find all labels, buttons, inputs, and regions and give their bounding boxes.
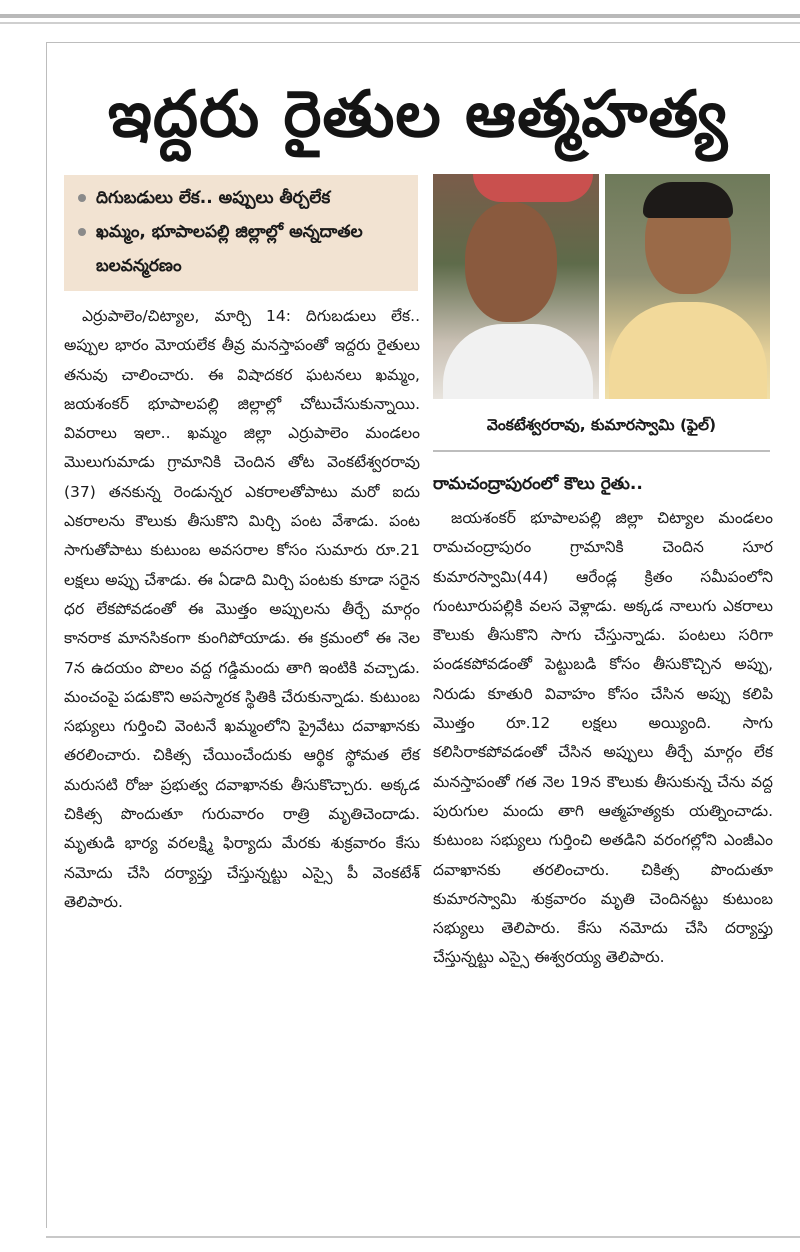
caption-divider bbox=[433, 450, 770, 452]
shirt-2 bbox=[609, 302, 767, 399]
story-subhead: రామచంద్రాపురంలో కౌలు రైతు.. bbox=[433, 474, 643, 494]
story-right-column: జయశంకర్ భూపాలపల్లి జిల్లా చిట్యాల మండలం రామచంద్రాపురం గ్రామానికి చెందిన సూర కుమారస్వామి(44) ఆరేండ్ల క్రితం సమీపంలోని గుంటూరుపల్లికి వలస వెళ్లాడు. అక్కడ నాలుగు ఎకరాలు కౌలుకు తీసుకొని సాగు చేస్తున్నాడు. పంటలు సరిగా పండకపోవడంతో పెట్టుబడి కోసం తీసుకొచ్చిన అప్పు, నిరుడు కూతురి వివాహం కోసం చేసిన అప్పు కలిపి మొత్తం రూ.12 లక్షలు అయ్యింది. సాగు కలిసిరాకపోవడంతో చేసిన అప్పులు తీర్చే మార్గం లేక మనస్తాపంతో గత నెల 19న కౌలుకు తీసుకున్న చేను వద్ద పురుగుల మందు తాగి ఆత్మహత్యకు యత్నించాడు. కుటుంబ సభ్యులు గుర్తించి అతడిని వరంగల్లోని ఎంజీఎం దవాఖానకు తరలించారు. చికిత్స పొందుతూ కుమారస్వామి శుక్రవారం మృతి చెందినట్టు కుటుంబ సభ్యులు తెలిపారు. కేసు నమోదు చేసి దర్యాప్తు చేస్తున్నట్టు ఎస్సై ఈశ్వరయ్య తెలిపారు. bbox=[433, 509, 773, 967]
bullet-icon bbox=[78, 194, 86, 202]
shirt-1 bbox=[443, 324, 593, 399]
kicker-text: ఖమ్మం, భూపాలపల్లి జిల్లాల్లో అన్నదాతల బలవన్మరణం bbox=[96, 222, 363, 276]
bottom-rule bbox=[46, 1236, 800, 1238]
article-headline: ఇద్దరు రైతుల ఆత్మహత్య bbox=[107, 78, 729, 152]
photo-caption: వెంకటేశ్వరరావు, కుమారస్వామి (ఫైల్) bbox=[486, 416, 717, 434]
top-rule bbox=[0, 14, 800, 18]
farmer-photo-kumaraswamy bbox=[605, 174, 771, 399]
cloth bbox=[473, 174, 593, 202]
top-rule-thin bbox=[0, 22, 800, 24]
photo-row bbox=[433, 174, 770, 399]
bullet-icon bbox=[78, 228, 86, 236]
story-left-column: ఎర్రుపాలెం/చిట్యాల, మార్చి 14: దిగుబడులు లేక.. అప్పుల భారం మోయలేక తీవ్ర మనస్తాపంతో ఇద్దరు రైతులు తనువు చాలించారు. ఈ విషాదకర ఘటనలు ఖమ్మం, జయశంకర్ భూపాలపల్లి జిల్లాల్లో చోటుచేసుకున్నాయి. వివరాలు ఇలా.. ఖమ్మం జిల్లా ఎర్రుపాలెం మండలం మొలుగుమాడు గ్రామానికి చెందిన తోట వెంకటేశ్వరరావు (37) తనకున్న రెండున్నర ఎకరాలతోపాటు మరో ఐదు ఎకరాలను కౌలుకు తీసుకొని మిర్చి పంట వేశాడు. పంట సాగుతోపాటు కుటుంబ అవసరాల కోసం సుమారు రూ.21 లక్షలు అప్పు చేశాడు. ఈ ఏడాది మిర్చి పంటకు కూడా సరైన ధర లేకపోవడంతో ఈ మొత్తం అప్పులను తీర్చే మార్గం కానరాక మానసికంగా కుంగిపోయాడు. ఈ క్రమంలో ఈ నెల 7న ఉదయం పొలం వద్ద గడ్డిమందు తాగి ఇంటికి వచ్చాడు. మంచంపై పడుకొని అపస్మారక స్థితికి చేరుకున్నాడు. కుటుంబ సభ్యులు గుర్తించి వెంటనే ఖమ్మంలోని ప్రైవేటు దవాఖానకు తరలించారు. చికిత్స చేయించేందుకు ఆర్థిక స్థోమత లేక మరుసటి రోజు ప్రభుత్వ దవాఖానకు తీసుకొచ్చారు. అక్కడ చికిత్స పొందుతూ గురువారం రాత్రి మృతిచెందాడు. మృతుడి భార్య వరలక్ష్మి ఫిర్యాదు మేరకు శుక్రవారం కేసు నమోదు చేసి దర్యాప్తు చేస్తున్నట్టు ఎస్సై పీ వెంకటేశ్ తెలిపారు. bbox=[64, 307, 420, 911]
face bbox=[465, 202, 557, 322]
hair-2 bbox=[643, 182, 733, 218]
kicker-box bbox=[64, 175, 418, 291]
farmer-photo-venkateswararao bbox=[433, 174, 599, 399]
kicker-item bbox=[76, 181, 408, 215]
kicker-text: దిగుబడులు లేక.. అప్పులు తీర్చలేక bbox=[96, 188, 331, 208]
kicker-item bbox=[76, 215, 408, 283]
